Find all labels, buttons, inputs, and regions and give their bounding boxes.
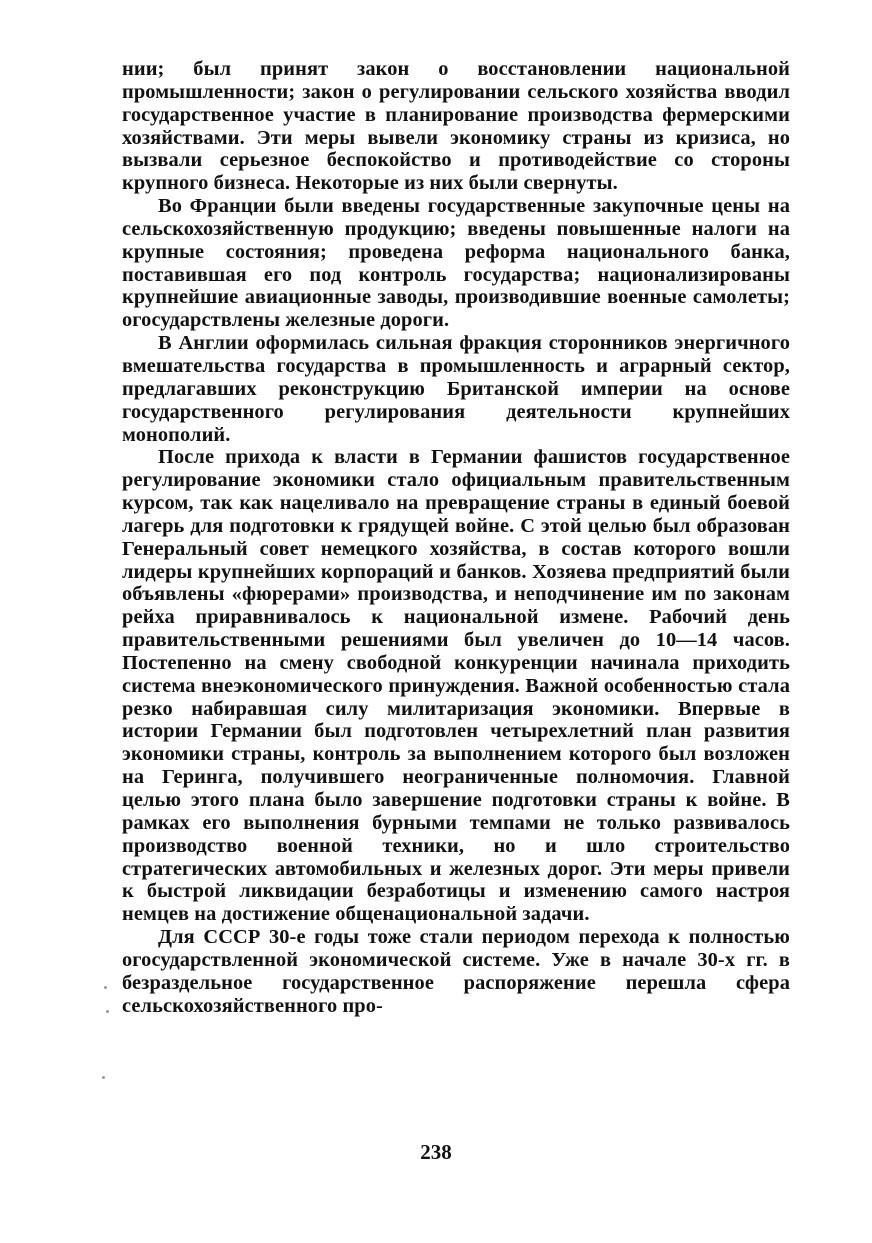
scan-speck — [102, 1076, 105, 1079]
page-body — [122, 58, 790, 1017]
paragraph-1: нии; был принят закон о восстановлении национальной промышленности; закон о регулировании сельского хозяйства вводил государственное участие в планирование производства фермерскими хозяйствами. Эти меры вывели экономику страны из кризиса, но вызвали серьезное беспокойство и противодействие со стороны крупного бизнеса. Некоторые из них были свернуты. — [122, 58, 790, 195]
page-number: 238 — [420, 1140, 452, 1164]
paragraph-5: Для СССР 30-е годы тоже стали периодом перехода к полностью огосударствленной экономической системе. Уже в начале 30-х гг. в безраздельное государственное распоряжение перешла сфера сельскохозяйственного про- — [122, 926, 790, 1017]
scan-speck — [104, 986, 107, 989]
paragraph-3: В Англии оформилась сильная фракция сторонников энергичного вмешательства государства в промышленность и аграрный сектор, предлагавших реконструкцию Британской империи на основе государственного регулирования деятельности крупнейших монополий. — [122, 332, 790, 446]
scan-speck — [106, 1010, 109, 1013]
paragraph-4: После прихода к власти в Германии фашистов государственное регулирование экономики стало официальным правительственным курсом, так как нацеливало на превращение страны в единый боевой лагерь для подготовки к грядущей войне. С этой целью был образован Генеральный совет немецкого хозяйства, в состав которого вошли лидеры крупнейших корпораций и банков. Хозяева предприятий были объявлены «фюрерами» производства, и неподчинение им по законам рейха приравнивалось к национальной измене. Рабочий день правительственными решениями был увеличен до 10—14 часов. Постепенно на смену свободной конкуренции начинала приходить система внеэкономического принуждения. Важной особенностью стала резко набиравшая силу милитаризация экономики. Впервые в истории Германии был подготовлен четырехлетний план развития экономики страны, контроль за выполнением которого был возложен на Геринга, получившего неограниченные полномочия. Главной целью этого плана было завершение подготовки страны к войне. В рамках его выполнения бурными темпами не только развивалось производство военной техники, но и шло строительство стратегических автомобильных и железных дорог. Эти меры привели к быстрой ликвидации безработицы и изменению самого настроя немцев на достижение общенациональной задачи. — [122, 446, 790, 926]
paragraph-2: Во Франции были введены государственные закупочные цены на сельскохозяйственную продукцию; введены повышенные налоги на крупные состояния; проведена реформа национального банка, поставившая его под контроль государства; национализированы крупнейшие авиационные заводы, производившие военные самолеты; огосударствлены железные дороги. — [122, 195, 790, 332]
